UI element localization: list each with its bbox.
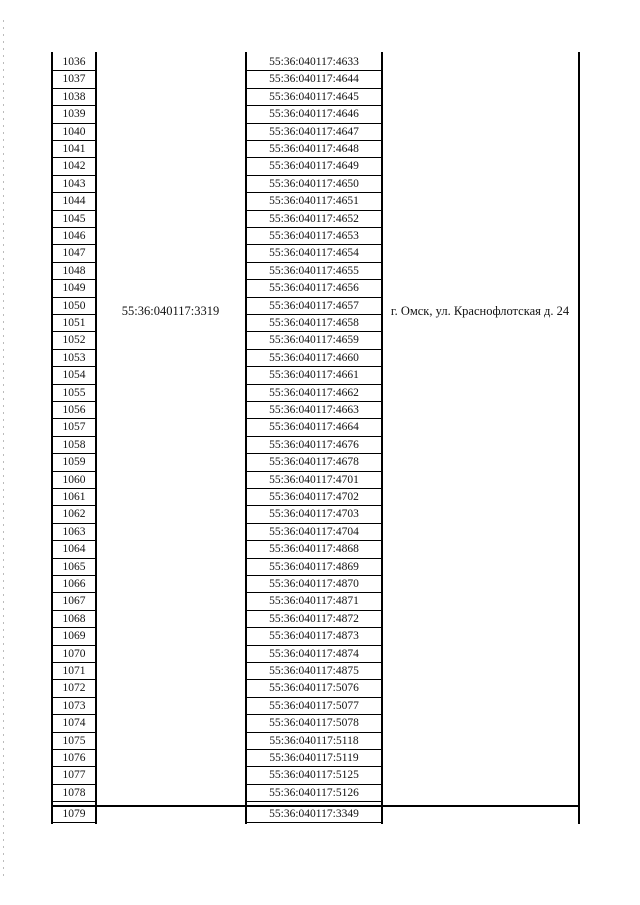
cadastral-number: 55:36:040117:4702 bbox=[247, 489, 381, 506]
cadastral-number: 55:36:040117:4652 bbox=[247, 211, 381, 228]
cadastral-number: 55:36:040117:4659 bbox=[247, 332, 381, 349]
row-number: 1042 bbox=[53, 158, 95, 175]
cadastral-number: 55:36:040117:4648 bbox=[247, 141, 381, 158]
row-number: 1071 bbox=[53, 663, 95, 680]
cadastral-number: 55:36:040117:4657 bbox=[247, 298, 381, 315]
row-number: 1045 bbox=[53, 211, 95, 228]
row-number: 1056 bbox=[53, 402, 95, 419]
row-number: 1054 bbox=[53, 367, 95, 384]
row-number: 1077 bbox=[53, 767, 95, 784]
row-number: 1036 bbox=[53, 54, 95, 71]
cadastral-number: 55:36:040117:4649 bbox=[247, 158, 381, 175]
cadastral-number: 55:36:040117:4660 bbox=[247, 350, 381, 367]
parent-cadastral-number: 55:36:040117:3319 bbox=[121, 304, 220, 318]
row-number: 1064 bbox=[53, 541, 95, 558]
cadastral-number: 55:36:040117:4872 bbox=[247, 611, 381, 628]
row-number: 1069 bbox=[53, 628, 95, 645]
cadastral-number: 55:36:040117:4646 bbox=[247, 106, 381, 123]
row-number: 1049 bbox=[53, 280, 95, 297]
row-number: 1039 bbox=[53, 106, 95, 123]
row-number: 1046 bbox=[53, 228, 95, 245]
cadastral-number: 55:36:040117:4655 bbox=[247, 263, 381, 280]
cadastral-number: 55:36:040117:4875 bbox=[247, 663, 381, 680]
row-number: 1068 bbox=[53, 611, 95, 628]
table-border-right bbox=[578, 52, 580, 824]
row-number: 1076 bbox=[53, 750, 95, 767]
cadastral-number: 55:36:040117:4869 bbox=[247, 559, 381, 576]
row-number: 1048 bbox=[53, 263, 95, 280]
row-number: 1043 bbox=[53, 176, 95, 193]
row-number: 1038 bbox=[53, 89, 95, 106]
row-number: 1037 bbox=[53, 71, 95, 88]
address: г. Омск, ул. Краснофлотская д. 24 bbox=[390, 304, 570, 318]
cadastral-number: 55:36:040117:4653 bbox=[247, 228, 381, 245]
cadastral-number: 55:36:040117:4704 bbox=[247, 524, 381, 541]
row-number: 1057 bbox=[53, 419, 95, 436]
cadastral-number: 55:36:040117:3349 bbox=[247, 806, 381, 823]
cadastral-number: 55:36:040117:4644 bbox=[247, 71, 381, 88]
cadastral-number: 55:36:040117:4870 bbox=[247, 576, 381, 593]
row-number: 1058 bbox=[53, 437, 95, 454]
cadastral-number: 55:36:040117:5125 bbox=[247, 767, 381, 784]
row-number: 1059 bbox=[53, 454, 95, 471]
row-number: 1040 bbox=[53, 124, 95, 141]
cadastral-number: 55:36:040117:4658 bbox=[247, 315, 381, 332]
row-number: 1074 bbox=[53, 715, 95, 732]
cadastral-number: 55:36:040117:5126 bbox=[247, 785, 381, 802]
cadastral-number: 55:36:040117:4873 bbox=[247, 628, 381, 645]
cadastral-number: 55:36:040117:4651 bbox=[247, 193, 381, 210]
cadastral-number: 55:36:040117:5078 bbox=[247, 715, 381, 732]
cadastral-number: 55:36:040117:4676 bbox=[247, 437, 381, 454]
cadastral-number: 55:36:040117:4662 bbox=[247, 385, 381, 402]
row-number: 1072 bbox=[53, 680, 95, 697]
row-number: 1063 bbox=[53, 524, 95, 541]
cadastral-number: 55:36:040117:4647 bbox=[247, 124, 381, 141]
row-number: 1052 bbox=[53, 332, 95, 349]
table-border-number-column bbox=[95, 52, 97, 824]
row-number: 1062 bbox=[53, 506, 95, 523]
cadastral-number: 55:36:040117:4656 bbox=[247, 280, 381, 297]
row-number: 1051 bbox=[53, 315, 95, 332]
row-number: 1065 bbox=[53, 559, 95, 576]
row-number: 1078 bbox=[53, 785, 95, 802]
cadastral-number: 55:36:040117:4663 bbox=[247, 402, 381, 419]
cadastral-number: 55:36:040117:4633 bbox=[247, 54, 381, 71]
cadastral-number: 55:36:040117:4678 bbox=[247, 454, 381, 471]
row-number: 1044 bbox=[53, 193, 95, 210]
cadastral-number: 55:36:040117:5118 bbox=[247, 733, 381, 750]
cadastral-number: 55:36:040117:4650 bbox=[247, 176, 381, 193]
cadastral-number: 55:36:040117:4703 bbox=[247, 506, 381, 523]
cadastral-number: 55:36:040117:4645 bbox=[247, 89, 381, 106]
row-number: 1041 bbox=[53, 141, 95, 158]
cadastral-number: 55:36:040117:4701 bbox=[247, 472, 381, 489]
row-number: 1079 bbox=[53, 806, 95, 823]
row-number: 1055 bbox=[53, 385, 95, 402]
row-number: 1053 bbox=[53, 350, 95, 367]
row-number: 1075 bbox=[53, 733, 95, 750]
cadastral-number: 55:36:040117:4664 bbox=[247, 419, 381, 436]
cadastral-number: 55:36:040117:4874 bbox=[247, 646, 381, 663]
cadastral-number: 55:36:040117:4654 bbox=[247, 245, 381, 262]
cadastral-number: 55:36:040117:5077 bbox=[247, 698, 381, 715]
row-number: 1047 bbox=[53, 245, 95, 262]
row-number: 1067 bbox=[53, 593, 95, 610]
cadastral-number: 55:36:040117:5119 bbox=[247, 750, 381, 767]
cadastral-number: 55:36:040117:4661 bbox=[247, 367, 381, 384]
row-number: 1066 bbox=[53, 576, 95, 593]
cadastral-number: 55:36:040117:5076 bbox=[247, 680, 381, 697]
cadastral-number: 55:36:040117:4871 bbox=[247, 593, 381, 610]
row-number: 1070 bbox=[53, 646, 95, 663]
row-number: 1050 bbox=[53, 298, 95, 315]
left-margin-mark bbox=[3, 20, 4, 880]
cadastral-number: 55:36:040117:4868 bbox=[247, 541, 381, 558]
row-number: 1060 bbox=[53, 472, 95, 489]
row-number: 1061 bbox=[53, 489, 95, 506]
table-border-cadastral-right bbox=[381, 52, 383, 824]
row-number: 1073 bbox=[53, 698, 95, 715]
